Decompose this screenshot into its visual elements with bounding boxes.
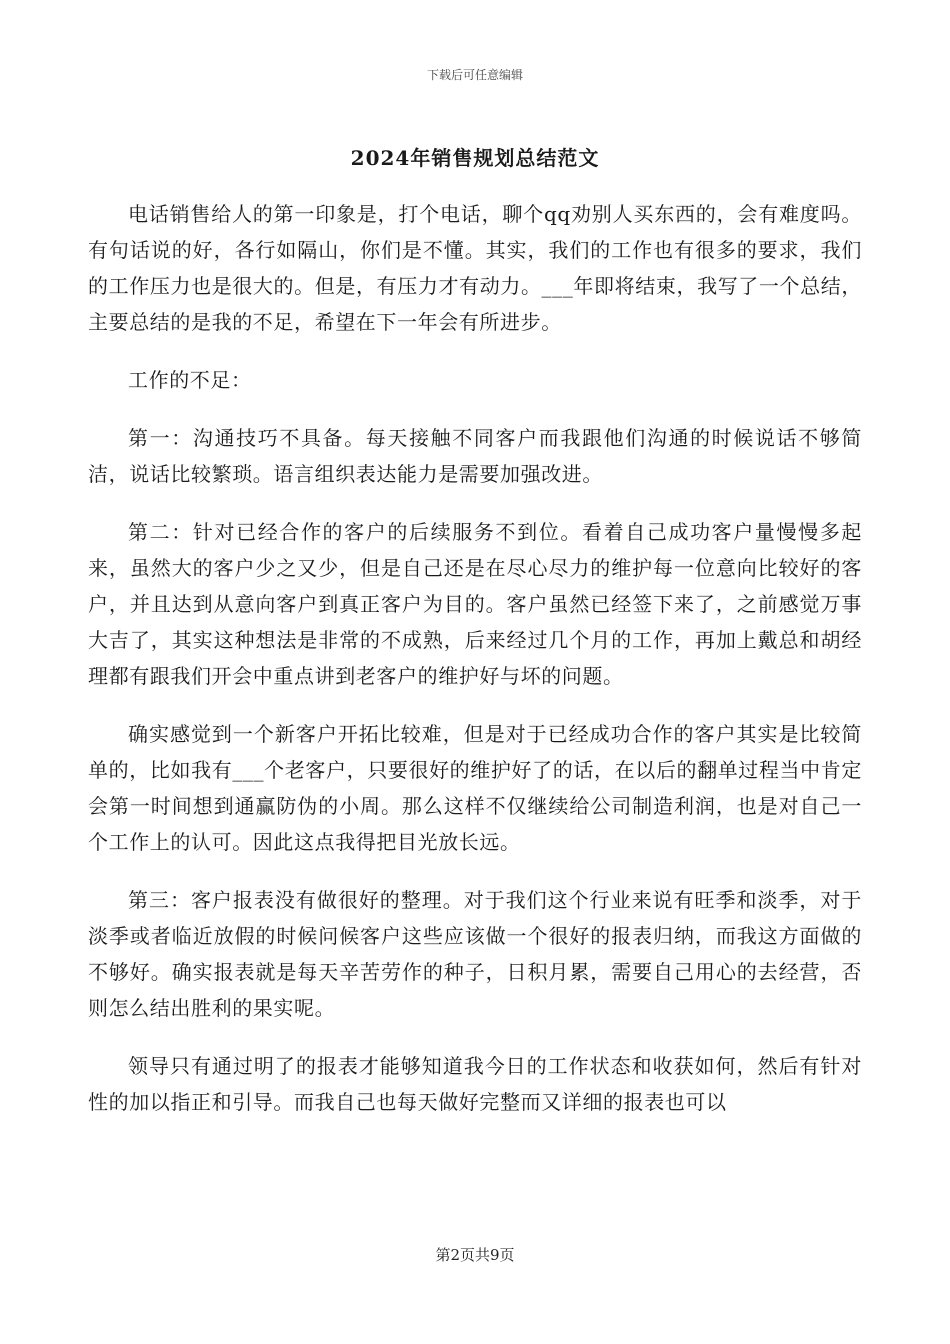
document-title: 2024年销售规划总结范文 (350, 146, 600, 170)
paragraph-third-point: 第三：客户报表没有做很好的整理。对于我们这个行业来说有旺季和淡季，对于淡季或者临近放假的时候问候客户这些应该做一个很好的报表归纳，而我这方面做的不够好。确实报表就是每天辛苦劳作的种子，日积月累，需要自己用心的去经营，否则怎么结出胜利的果实呢。 (88, 888, 862, 1020)
paragraph-new-clients: 确实感觉到一个新客户开拓比较难，但是对于已经成功合作的客户其实是比较简单的，比如我有___个老客户，只要很好的维护好了的话，在以后的翻单过程当中肯定会第一时间想到通赢防伪的小周。那么这样不仅继续给公司制造利润，也是对自己一个工作上的认可。因此这点我得把目光放长远。 (88, 722, 862, 854)
paragraph-second-point: 第二：针对已经合作的客户的后续服务不到位。看着自己成功客户量慢慢多起来，虽然大的客户少之又少，但是自己还是在尽心尽力的维护每一位意向比较好的客户，并且达到从意向客户到真正客户为目的。客户虽然已经签下来了，之前感觉万事大吉了，其实这种想法是非常的不成熟，后来经过几个月的工作，再加上戴总和胡经理都有跟我们开会中重点讲到老客户的维护好与坏的问题。 (88, 520, 862, 688)
paragraph-shortcomings-heading: 工作的不足： (128, 368, 252, 392)
paragraph-intro: 电话销售给人的第一印象是，打个电话，聊个qq劝别人买东西的，会有难度吗。有句话说的好，各行如隔山，你们是不懂。其实，我们的工作也有很多的要求，我们的工作压力也是很大的。但是，有压力才有动力。___年即将结束，我写了一个总结，主要总结的是我的不足，希望在下一年会有所进步。 (88, 202, 862, 334)
header-note: 下载后可任意编辑 (426, 68, 523, 82)
paragraph-reports: 领导只有通过明了的报表才能够知道我今日的工作状态和收获如何，然后有针对性的加以指正和引导。而我自己也每天做好完整而又详细的报表也可以 (88, 1054, 862, 1114)
document-body (88, 196, 862, 1142)
page-number: 第2页共9页 (435, 1246, 515, 1264)
paragraph-first-point: 第一：沟通技巧不具备。每天接触不同客户而我跟他们沟通的时候说话不够简洁，说话比较繁琐。语言组织表达能力是需要加强改进。 (88, 426, 862, 486)
